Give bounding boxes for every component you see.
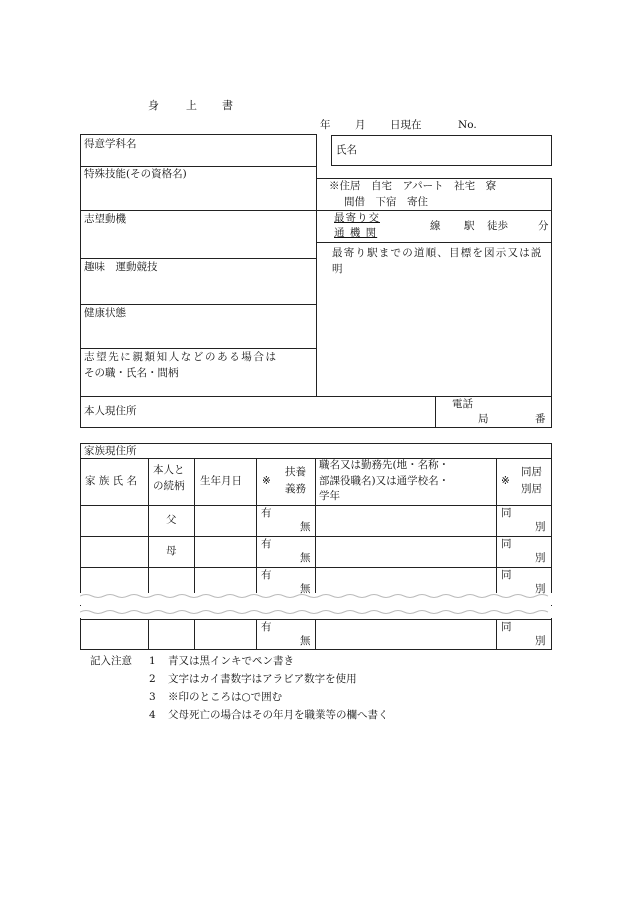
live-apart[interactable]: 別: [535, 521, 546, 533]
divider: [316, 210, 552, 211]
health-label: 健康状態: [84, 307, 126, 319]
divider: [80, 258, 317, 259]
divider: [80, 210, 317, 211]
note-number: 3: [149, 691, 156, 703]
header-live-1: 同居: [521, 466, 542, 478]
live-together[interactable]: 同: [501, 621, 512, 633]
divider: [80, 458, 552, 459]
line-label: 線: [430, 220, 441, 232]
live-together[interactable]: 同: [501, 569, 512, 581]
divider: [315, 619, 316, 650]
live-together[interactable]: 同: [501, 538, 512, 550]
family-address-label: 家族現住所: [84, 445, 137, 457]
name-box: [331, 135, 552, 166]
relation-father: 父: [166, 514, 177, 526]
divider: [80, 348, 317, 349]
dependent-no[interactable]: 無: [300, 552, 311, 564]
note-number: 1: [149, 655, 156, 667]
notes-label: 記入注意: [90, 655, 132, 667]
header-job-1: 職名又は勤務先(地・名称・: [319, 459, 450, 471]
minute-label: 分: [538, 220, 549, 232]
note-text: ※印のところは○で囲む: [168, 691, 283, 703]
title-char-2: 上: [186, 99, 197, 112]
skill-label: 特殊技能(その資格名): [84, 168, 187, 180]
header-job-2: 部課役職名)又は通学校名・: [319, 475, 450, 487]
divider: [256, 458, 257, 598]
divider: [80, 619, 552, 620]
relatives-label-2: その職・氏名・間柄: [84, 367, 179, 379]
dependent-yes[interactable]: 有: [261, 538, 272, 550]
phone-ban-label: 番: [535, 413, 546, 425]
header-name: 家 族 氏 名: [85, 475, 138, 487]
divider: [194, 458, 195, 598]
divider: [80, 536, 552, 537]
route-label: 最寄り駅までの道順、目標を図示又は説明: [332, 247, 543, 275]
divider: [80, 304, 317, 305]
station-label: 駅: [464, 220, 475, 232]
date-month: 月: [355, 119, 366, 131]
title-char-1: 身: [148, 99, 159, 112]
note-text: 父母死亡の場合はその年月を職業等の欄へ書く: [168, 709, 389, 721]
divider: [316, 242, 552, 243]
live-apart[interactable]: 別: [535, 552, 546, 564]
header-dependent-1: 扶養: [285, 466, 306, 478]
header-live-2: 別居: [521, 483, 542, 495]
hobby-label: 趣味 運動競技: [84, 261, 158, 273]
table-break-mark: [80, 593, 552, 605]
number-label: No.: [458, 119, 477, 131]
housing-line-1: ※住居 自宅 アパート 社宅 寮: [329, 180, 497, 192]
note-number: 4: [149, 709, 156, 721]
transport-label-2: 通 機 関: [334, 227, 378, 239]
divider: [194, 619, 195, 650]
live-apart[interactable]: 別: [535, 583, 546, 595]
divider: [435, 396, 436, 428]
divider: [496, 619, 497, 650]
divider: [148, 458, 149, 598]
relation-mother: 母: [166, 545, 177, 557]
phone-kyoku-label: 局: [478, 413, 489, 425]
header-dependent-2: 義務: [285, 483, 306, 495]
divider: [80, 166, 317, 167]
header-relation-2: の続柄: [153, 480, 185, 492]
dependent-yes[interactable]: 有: [261, 621, 272, 633]
divider: [148, 619, 149, 650]
header-birthdate: 生年月日: [200, 475, 242, 487]
header-relation-1: 本人と: [153, 464, 185, 476]
dependent-yes[interactable]: 有: [261, 569, 272, 581]
live-apart[interactable]: 別: [535, 635, 546, 647]
phone-label: 電話: [452, 398, 473, 410]
relatives-label-1: 志望先に親類知人などのある場合は: [84, 351, 278, 363]
divider: [256, 619, 257, 650]
dependent-no[interactable]: 無: [300, 635, 311, 647]
dependent-no[interactable]: 無: [300, 583, 311, 595]
transport-label-1: 最寄り交: [334, 212, 380, 224]
address-label: 本人現住所: [84, 405, 137, 417]
tokui-label: 得意学科名: [84, 138, 137, 150]
header-live-mark: ※: [501, 475, 510, 487]
name-label: 氏名: [336, 144, 357, 156]
housing-line-2: 間借 下宿 寄住: [344, 196, 428, 208]
live-together[interactable]: 同: [501, 507, 512, 519]
note-text: 青又は黒インキでペン書き: [168, 655, 294, 667]
divider: [80, 505, 552, 506]
note-text: 文字はカイ書数字はアラビア数字を使用: [168, 673, 357, 685]
walk-label: 徒歩: [487, 220, 508, 232]
dependent-no[interactable]: 無: [300, 521, 311, 533]
divider: [315, 458, 316, 598]
dependent-yes[interactable]: 有: [261, 507, 272, 519]
divider: [496, 458, 497, 598]
date-day: 日現在: [390, 119, 422, 131]
note-number: 2: [149, 673, 156, 685]
date-year: 年: [320, 119, 331, 131]
title-char-3: 書: [222, 99, 233, 112]
header-job-3: 学年: [319, 490, 340, 502]
table-break-mark: [80, 606, 552, 618]
divider: [80, 567, 552, 568]
motivation-label: 志望動機: [84, 213, 126, 225]
header-dependent-mark: ※: [262, 475, 271, 487]
